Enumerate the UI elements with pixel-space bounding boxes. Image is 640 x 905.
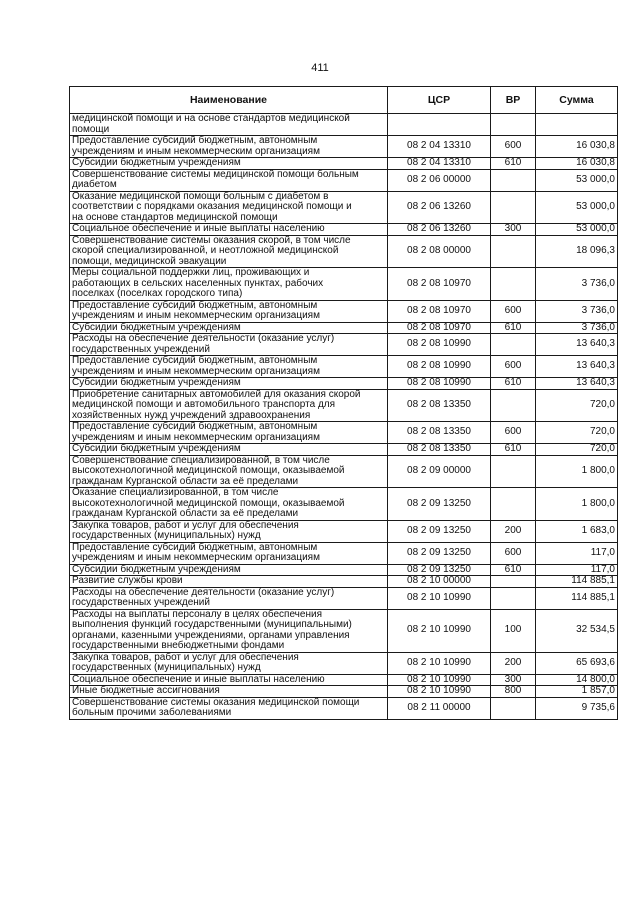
cell-vr: 600 (491, 136, 536, 158)
cell-csr: 08 2 08 10970 (388, 300, 491, 322)
cell-vr (491, 389, 536, 422)
cell-vr (491, 697, 536, 719)
cell-name: Развитие службы крови (70, 576, 388, 588)
cell-sum: 3 736,0 (536, 300, 618, 322)
cell-vr: 610 (491, 322, 536, 334)
table-header-row (70, 87, 618, 114)
cell-sum: 18 096,3 (536, 235, 618, 268)
cell-sum: 53 000,0 (536, 224, 618, 236)
table-row (70, 235, 618, 268)
table-row (70, 455, 618, 488)
page-number: 411 (311, 62, 329, 74)
table-row (70, 422, 618, 444)
cell-sum: 14 800,0 (536, 674, 618, 686)
table-row (70, 224, 618, 236)
table-body (70, 114, 618, 720)
cell-vr: 300 (491, 674, 536, 686)
cell-name: Предоставление субсидий бюджетным, автономным учреждениям и иным некоммерческим организациям (70, 300, 388, 322)
cell-vr (491, 455, 536, 488)
cell-vr: 600 (491, 356, 536, 378)
table-row (70, 609, 618, 652)
table-row (70, 564, 618, 576)
header-vr: ВР (491, 87, 536, 114)
cell-name: Совершенствование системы оказания медицинской помощи больным прочими заболеваниями (70, 697, 388, 719)
cell-vr (491, 334, 536, 356)
cell-sum: 114 885,1 (536, 576, 618, 588)
cell-vr (491, 488, 536, 521)
cell-vr: 600 (491, 542, 536, 564)
cell-csr: 08 2 08 10990 (388, 356, 491, 378)
cell-sum: 720,0 (536, 444, 618, 456)
cell-name: Предоставление субсидий бюджетным, автономным учреждениям и иным некоммерческим организациям (70, 542, 388, 564)
cell-name: Социальное обеспечение и иные выплаты населению (70, 224, 388, 236)
cell-vr: 100 (491, 609, 536, 652)
cell-vr: 600 (491, 422, 536, 444)
cell-vr (491, 191, 536, 224)
cell-name: Субсидии бюджетным учреждениям (70, 444, 388, 456)
table-row (70, 169, 618, 191)
cell-csr: 08 2 10 10990 (388, 686, 491, 698)
cell-sum: 1 683,0 (536, 520, 618, 542)
cell-name: Совершенствование системы медицинской помощи больным диабетом (70, 169, 388, 191)
table-row (70, 158, 618, 170)
cell-csr: 08 2 09 13250 (388, 564, 491, 576)
table-row (70, 444, 618, 456)
cell-sum: 32 534,5 (536, 609, 618, 652)
cell-csr: 08 2 08 13350 (388, 422, 491, 444)
table-row (70, 488, 618, 521)
cell-name: Расходы на обеспечение деятельности (оказание услуг) государственных учреждений (70, 587, 388, 609)
cell-name: Субсидии бюджетным учреждениям (70, 158, 388, 170)
cell-name: Совершенствование системы оказания скорой, в том числе скорой специализированной, и неотложной медицинской помощи, медицинской эвакуации (70, 235, 388, 268)
cell-sum: 16 030,8 (536, 136, 618, 158)
cell-vr: 300 (491, 224, 536, 236)
cell-sum: 114 885,1 (536, 587, 618, 609)
cell-name: Оказание специализированной, в том числе высокотехнологичной медицинской помощи, оказываемой гражданам Курганской области за её пределами (70, 488, 388, 521)
cell-sum (536, 114, 618, 136)
cell-sum: 53 000,0 (536, 169, 618, 191)
cell-sum: 3 736,0 (536, 322, 618, 334)
cell-csr: 08 2 08 10970 (388, 322, 491, 334)
header-csr: ЦСР (388, 87, 491, 114)
cell-csr: 08 2 08 10990 (388, 334, 491, 356)
table-row (70, 378, 618, 390)
cell-vr: 610 (491, 564, 536, 576)
cell-csr: 08 2 08 13350 (388, 389, 491, 422)
budget-table (69, 86, 618, 720)
cell-csr: 08 2 10 10990 (388, 674, 491, 686)
cell-name: Субсидии бюджетным учреждениям (70, 322, 388, 334)
cell-vr: 610 (491, 378, 536, 390)
table-row (70, 587, 618, 609)
cell-vr: 610 (491, 444, 536, 456)
cell-csr: 08 2 10 00000 (388, 576, 491, 588)
cell-name: Оказание медицинской помощи больным с диабетом в соответствии с порядками оказания медицинской помощи и на основе стандартов медицинской помощи (70, 191, 388, 224)
cell-vr: 200 (491, 652, 536, 674)
cell-vr: 600 (491, 300, 536, 322)
cell-csr: 08 2 08 13350 (388, 444, 491, 456)
cell-csr: 08 2 11 00000 (388, 697, 491, 719)
cell-name: Расходы на выплаты персоналу в целях обеспечения выполнения функций государственными (муниципальными) органами, казенными учреждениями, органами управления государственными внебюджетными фондами (70, 609, 388, 652)
table-row (70, 322, 618, 334)
table-row (70, 652, 618, 674)
cell-vr (491, 268, 536, 301)
cell-sum: 720,0 (536, 389, 618, 422)
cell-sum: 720,0 (536, 422, 618, 444)
cell-csr: 08 2 06 13260 (388, 191, 491, 224)
cell-csr (388, 114, 491, 136)
cell-name: Субсидии бюджетным учреждениям (70, 378, 388, 390)
cell-sum: 1 800,0 (536, 455, 618, 488)
cell-name: Предоставление субсидий бюджетным, автономным учреждениям и иным некоммерческим организациям (70, 356, 388, 378)
table-row (70, 334, 618, 356)
cell-name: Социальное обеспечение и иные выплаты населению (70, 674, 388, 686)
cell-vr (491, 235, 536, 268)
cell-name: Предоставление субсидий бюджетным, автономным учреждениям и иным некоммерческим организациям (70, 136, 388, 158)
cell-vr (491, 587, 536, 609)
cell-vr: 610 (491, 158, 536, 170)
cell-vr: 800 (491, 686, 536, 698)
cell-csr: 08 2 09 13250 (388, 520, 491, 542)
cell-name: Предоставление субсидий бюджетным, автономным учреждениям и иным некоммерческим организациям (70, 422, 388, 444)
cell-sum: 13 640,3 (536, 334, 618, 356)
cell-sum: 117,0 (536, 542, 618, 564)
cell-name: Закупка товаров, работ и услуг для обеспечения государственных (муниципальных) нужд (70, 652, 388, 674)
cell-csr: 08 2 04 13310 (388, 158, 491, 170)
table-row (70, 114, 618, 136)
cell-csr: 08 2 04 13310 (388, 136, 491, 158)
cell-name: медицинской помощи и на основе стандартов медицинской помощи (70, 114, 388, 136)
cell-csr: 08 2 08 10990 (388, 378, 491, 390)
cell-sum: 13 640,3 (536, 356, 618, 378)
table-row (70, 686, 618, 698)
table-row (70, 389, 618, 422)
cell-name: Приобретение санитарных автомобилей для оказания скорой медицинской помощи и автомобильного транспорта для хозяйственных нужд учреждений здравоохранения (70, 389, 388, 422)
cell-name: Расходы на обеспечение деятельности (оказание услуг) государственных учреждений (70, 334, 388, 356)
cell-csr: 08 2 10 10990 (388, 652, 491, 674)
cell-sum: 9 735,6 (536, 697, 618, 719)
table-row (70, 697, 618, 719)
table-row (70, 300, 618, 322)
cell-sum: 65 693,6 (536, 652, 618, 674)
table-row (70, 576, 618, 588)
cell-name: Совершенствование специализированной, в том числе высокотехнологичной медицинской помощи, оказываемой гражданам Курганской области за её пределами (70, 455, 388, 488)
cell-name: Субсидии бюджетным учреждениям (70, 564, 388, 576)
header-name: Наименование (70, 87, 388, 114)
cell-name: Иные бюджетные ассигнования (70, 686, 388, 698)
table-row (70, 674, 618, 686)
table-row (70, 356, 618, 378)
cell-csr: 08 2 08 00000 (388, 235, 491, 268)
cell-sum: 13 640,3 (536, 378, 618, 390)
cell-csr: 08 2 06 00000 (388, 169, 491, 191)
cell-vr: 200 (491, 520, 536, 542)
cell-csr: 08 2 08 10970 (388, 268, 491, 301)
cell-csr: 08 2 06 13260 (388, 224, 491, 236)
cell-sum: 1 857,0 (536, 686, 618, 698)
cell-vr (491, 169, 536, 191)
table-row (70, 191, 618, 224)
cell-sum: 1 800,0 (536, 488, 618, 521)
cell-csr: 08 2 10 10990 (388, 609, 491, 652)
cell-sum: 53 000,0 (536, 191, 618, 224)
table-row (70, 136, 618, 158)
cell-csr: 08 2 09 13250 (388, 488, 491, 521)
cell-csr: 08 2 09 00000 (388, 455, 491, 488)
table-row (70, 542, 618, 564)
cell-vr (491, 576, 536, 588)
table-row (70, 520, 618, 542)
cell-sum: 16 030,8 (536, 158, 618, 170)
cell-csr: 08 2 09 13250 (388, 542, 491, 564)
cell-csr: 08 2 10 10990 (388, 587, 491, 609)
cell-sum: 117,0 (536, 564, 618, 576)
cell-vr (491, 114, 536, 136)
cell-sum: 3 736,0 (536, 268, 618, 301)
table-row (70, 268, 618, 301)
header-sum: Сумма (536, 87, 618, 114)
cell-name: Закупка товаров, работ и услуг для обеспечения государственных (муниципальных) нужд (70, 520, 388, 542)
cell-name: Меры социальной поддержки лиц, проживающих и работающих в сельских населенных пунктах, рабочих поселках (поселках городского типа) (70, 268, 388, 301)
